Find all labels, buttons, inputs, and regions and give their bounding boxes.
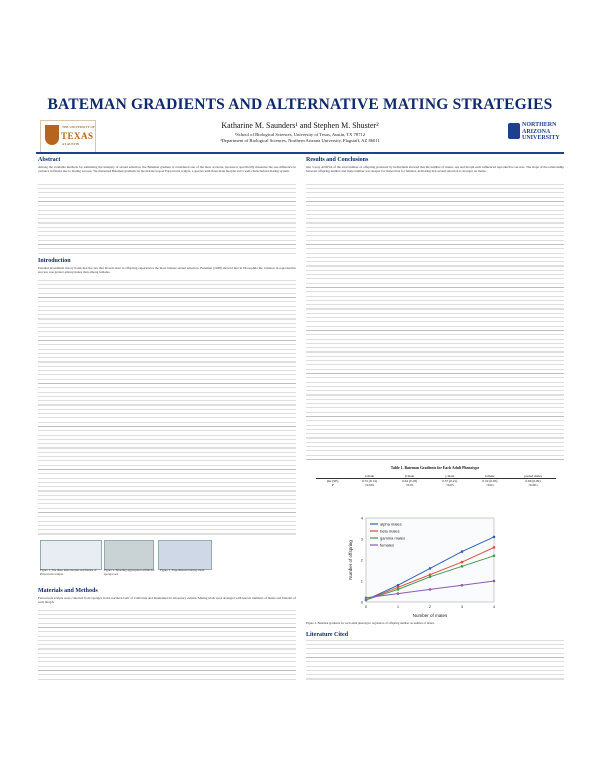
table-row (316, 483, 556, 487)
ut-shield-icon (45, 125, 59, 145)
y-axis-label: Number of offspring (348, 540, 353, 580)
data-point (397, 592, 400, 595)
data-point (493, 546, 496, 549)
table-cell: <0.001 (364, 483, 375, 487)
figure-2-image (104, 540, 154, 570)
table-header: β male (390, 474, 430, 479)
ut-logo-bottom: AT AUSTIN (62, 142, 80, 146)
x-tick-label: 2 (428, 604, 432, 609)
y-tick-label: 4 (360, 515, 363, 521)
table-cell: <0.001 (528, 483, 538, 487)
table-cell: βss (SE) (326, 479, 339, 483)
y-tick-label: 2 (360, 557, 363, 563)
table-header: α male (349, 474, 389, 479)
data-point (365, 597, 368, 600)
abstract-heading: Abstract (38, 157, 61, 163)
ut-logo-name: TEXAS (61, 131, 94, 141)
legend-label: beta males (380, 528, 400, 534)
data-point (461, 584, 464, 587)
introduction-text: Parental investment theory holds that the sex that invests least in offspring experiences the most intense sexual selection. Bateman (1948) showed that in Drosophila the variance in reproductive success was greater among males than among females. (38, 266, 296, 275)
ut-logo-top: THE UNIVERSITY OF (62, 125, 95, 129)
introduction-heading: Introduction (38, 258, 71, 264)
poster-authors: Katharine M. Saunders¹ and Stephen M. Shuster² (221, 121, 379, 130)
figure-4-caption: Figure 4. Bateman gradients for each adult phenotype: regression of offspring number on number of mates. (306, 621, 435, 625)
data-point (461, 565, 464, 568)
table-cell: 0.19 (0.05) (482, 479, 498, 483)
results-heading: Results and Conclusions (306, 157, 369, 163)
table-header: female (470, 474, 510, 479)
abstract-body (38, 184, 296, 254)
bateman-table (316, 474, 556, 487)
data-point (429, 567, 432, 570)
table-cell: 0.72 (0.14) (361, 479, 377, 483)
y-tick-label: 0 (360, 599, 363, 605)
figure-1-image (40, 540, 102, 570)
legend-label: alpha males (380, 521, 402, 527)
nau-logo (508, 120, 564, 152)
x-tick-label: 3 (460, 604, 464, 609)
bateman-gradient-chart (306, 510, 564, 620)
data-point (493, 536, 496, 539)
poster-affiliations (170, 132, 430, 144)
results-text: Our 3-way ANOVA of the total number of offspring produced by individuals showed that the number of mates, sex and morph each influenced reproductive success. The slope of the relationship between offspring number and mate number was steeper for males than for females, indicating that sexual selection is stronger on males. (306, 165, 564, 174)
x-tick-label: 4 (492, 604, 496, 609)
nau-line-3: UNIVERSITY (522, 135, 560, 141)
legend-label: females (380, 542, 395, 548)
table-cell: <0.01 (405, 483, 414, 487)
literature-body (306, 640, 564, 682)
table-cell: 0.66 (0.09) (525, 479, 541, 483)
abstract-text: Among the available methods for estimating the intensity of sexual selection, the Bateman gradient is considered one of the most accurate, because it specifically measures the sex-difference in variance in fitness due to mating success. We measured Bateman gradients in the marine isopod Paracerceis sculpta, a species with three male morphs and a well-characterized mating system. (38, 165, 296, 174)
x-tick-label: 1 (396, 604, 400, 609)
x-axis-label: Number of mates (412, 613, 448, 618)
y-tick-label: 1 (360, 578, 363, 584)
figure-3-image (158, 540, 212, 570)
x-tick-label: 0 (364, 604, 368, 609)
methods-body (38, 610, 296, 682)
affiliation-1: ¹School of Biological Sciences, University of Texas, Austin, TX 78712 (234, 132, 366, 137)
table-cell: P (331, 483, 334, 487)
data-point (429, 588, 432, 591)
table-1-title: Table 1. Bateman Gradients for Each Adult Phenotype (390, 466, 480, 470)
data-point (493, 555, 496, 558)
figure-2-caption: Figure 2. Breeding aggregation within the spongocoel. (104, 568, 155, 576)
y-tick-label: 3 (360, 536, 363, 542)
results-body (306, 184, 564, 462)
figure-1-caption: Figure 1. The three male morphs and female of Paracerceis sculpta. (40, 568, 97, 576)
data-point (429, 576, 432, 579)
data-point (461, 561, 464, 564)
methods-text: Paracerceis sculpta were collected from sponges in the northern Gulf of California and maintained in laboratory culture. Mating trials were arranged with known numbers of males and females of each morph. (38, 596, 296, 605)
data-point (493, 580, 496, 583)
table-header: γ male (430, 474, 470, 479)
table-header: pooled males (510, 474, 556, 479)
methods-heading: Materials and Methods (38, 588, 98, 594)
nau-line-1: NORTHERN (522, 122, 557, 128)
legend-label: gamma males (380, 535, 406, 541)
literature-heading: Literature Cited (306, 632, 349, 638)
table-cell: <0.05 (445, 483, 454, 487)
data-point (397, 588, 400, 591)
introduction-body (38, 280, 296, 536)
table-cell: 0.64 (0.18) (402, 479, 418, 483)
ut-austin-logo (40, 120, 96, 154)
affiliation-2: ²Department of Biological Sciences, Northern Arizona University, Flagstaff, AZ 86011 (220, 138, 380, 143)
data-point (461, 550, 464, 553)
figure-3-caption: Figure 3. Experimental mating arena. (160, 568, 205, 572)
poster-title: BATEMAN GRADIENTS AND ALTERNATIVE MATING STRATEGIES (47, 96, 553, 113)
table-cell: <0.01 (485, 483, 494, 487)
nau-mark-icon (508, 123, 520, 139)
header-divider (36, 152, 564, 154)
nau-logo-text (522, 122, 560, 142)
nau-line-2: ARIZONA (522, 128, 551, 135)
table-cell: 0.57 (0.21) (442, 479, 458, 483)
